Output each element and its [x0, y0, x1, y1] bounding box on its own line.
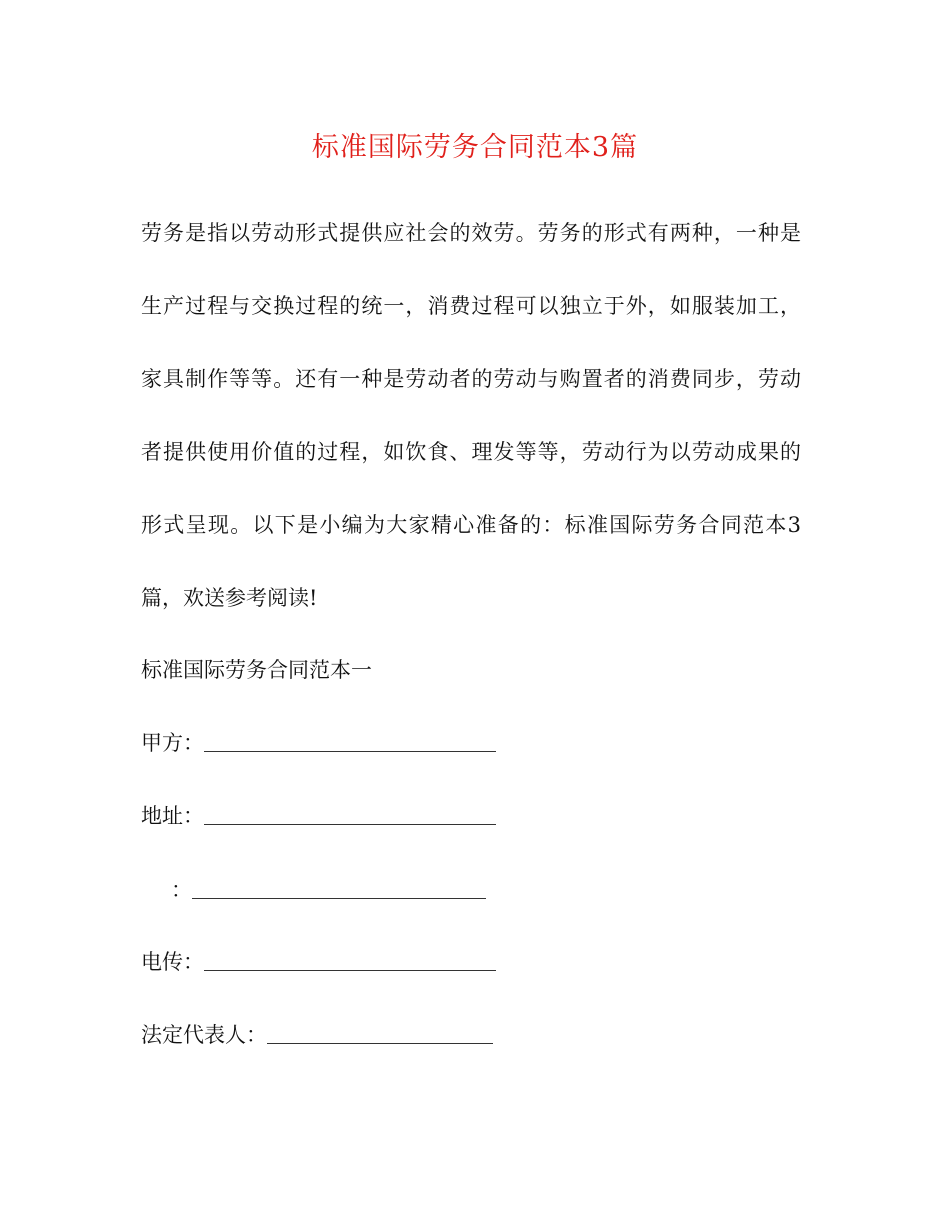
unnamed-blank[interactable] [192, 876, 486, 899]
party-a-blank[interactable] [204, 729, 496, 752]
section-title: 标准国际劳务合同范本一 [141, 658, 372, 682]
telex-label: 电传： [141, 950, 204, 974]
telex-blank[interactable] [204, 948, 496, 971]
unnamed-field [171, 869, 486, 911]
address-field [141, 795, 496, 837]
intro-line: 篇，欢送参考阅读! [141, 586, 318, 610]
intro-paragraph [141, 212, 801, 650]
address-label: 地址： [141, 804, 204, 828]
legal-rep-field [141, 1014, 493, 1056]
intro-line: 形式呈现。以下是小编为大家精心准备的：标准国际劳务合同范本3 [141, 513, 801, 537]
intro-line: 者提供使用价值的过程，如饮食、理发等等，劳动行为以劳动成果的 [141, 440, 801, 464]
document-title: 标准国际劳务合同范本3篇 [311, 132, 639, 163]
legal-rep-blank[interactable] [267, 1021, 493, 1044]
party-a-label: 甲方： [141, 731, 204, 755]
address-blank[interactable] [204, 802, 496, 825]
legal-rep-label: 法定代表人： [141, 1023, 267, 1047]
intro-line: 劳务是指以劳动形式提供应社会的效劳。劳务的形式有两种，一种是 [141, 221, 801, 245]
intro-line: 家具制作等等。还有一种是劳动者的劳动与购置者的消费同步，劳动 [141, 367, 801, 391]
unnamed-label: ： [171, 878, 192, 902]
intro-line: 生产过程与交换过程的统一，消费过程可以独立于外，如服装加工， [141, 294, 801, 318]
party-a-field [141, 722, 496, 764]
telex-field [141, 941, 496, 983]
